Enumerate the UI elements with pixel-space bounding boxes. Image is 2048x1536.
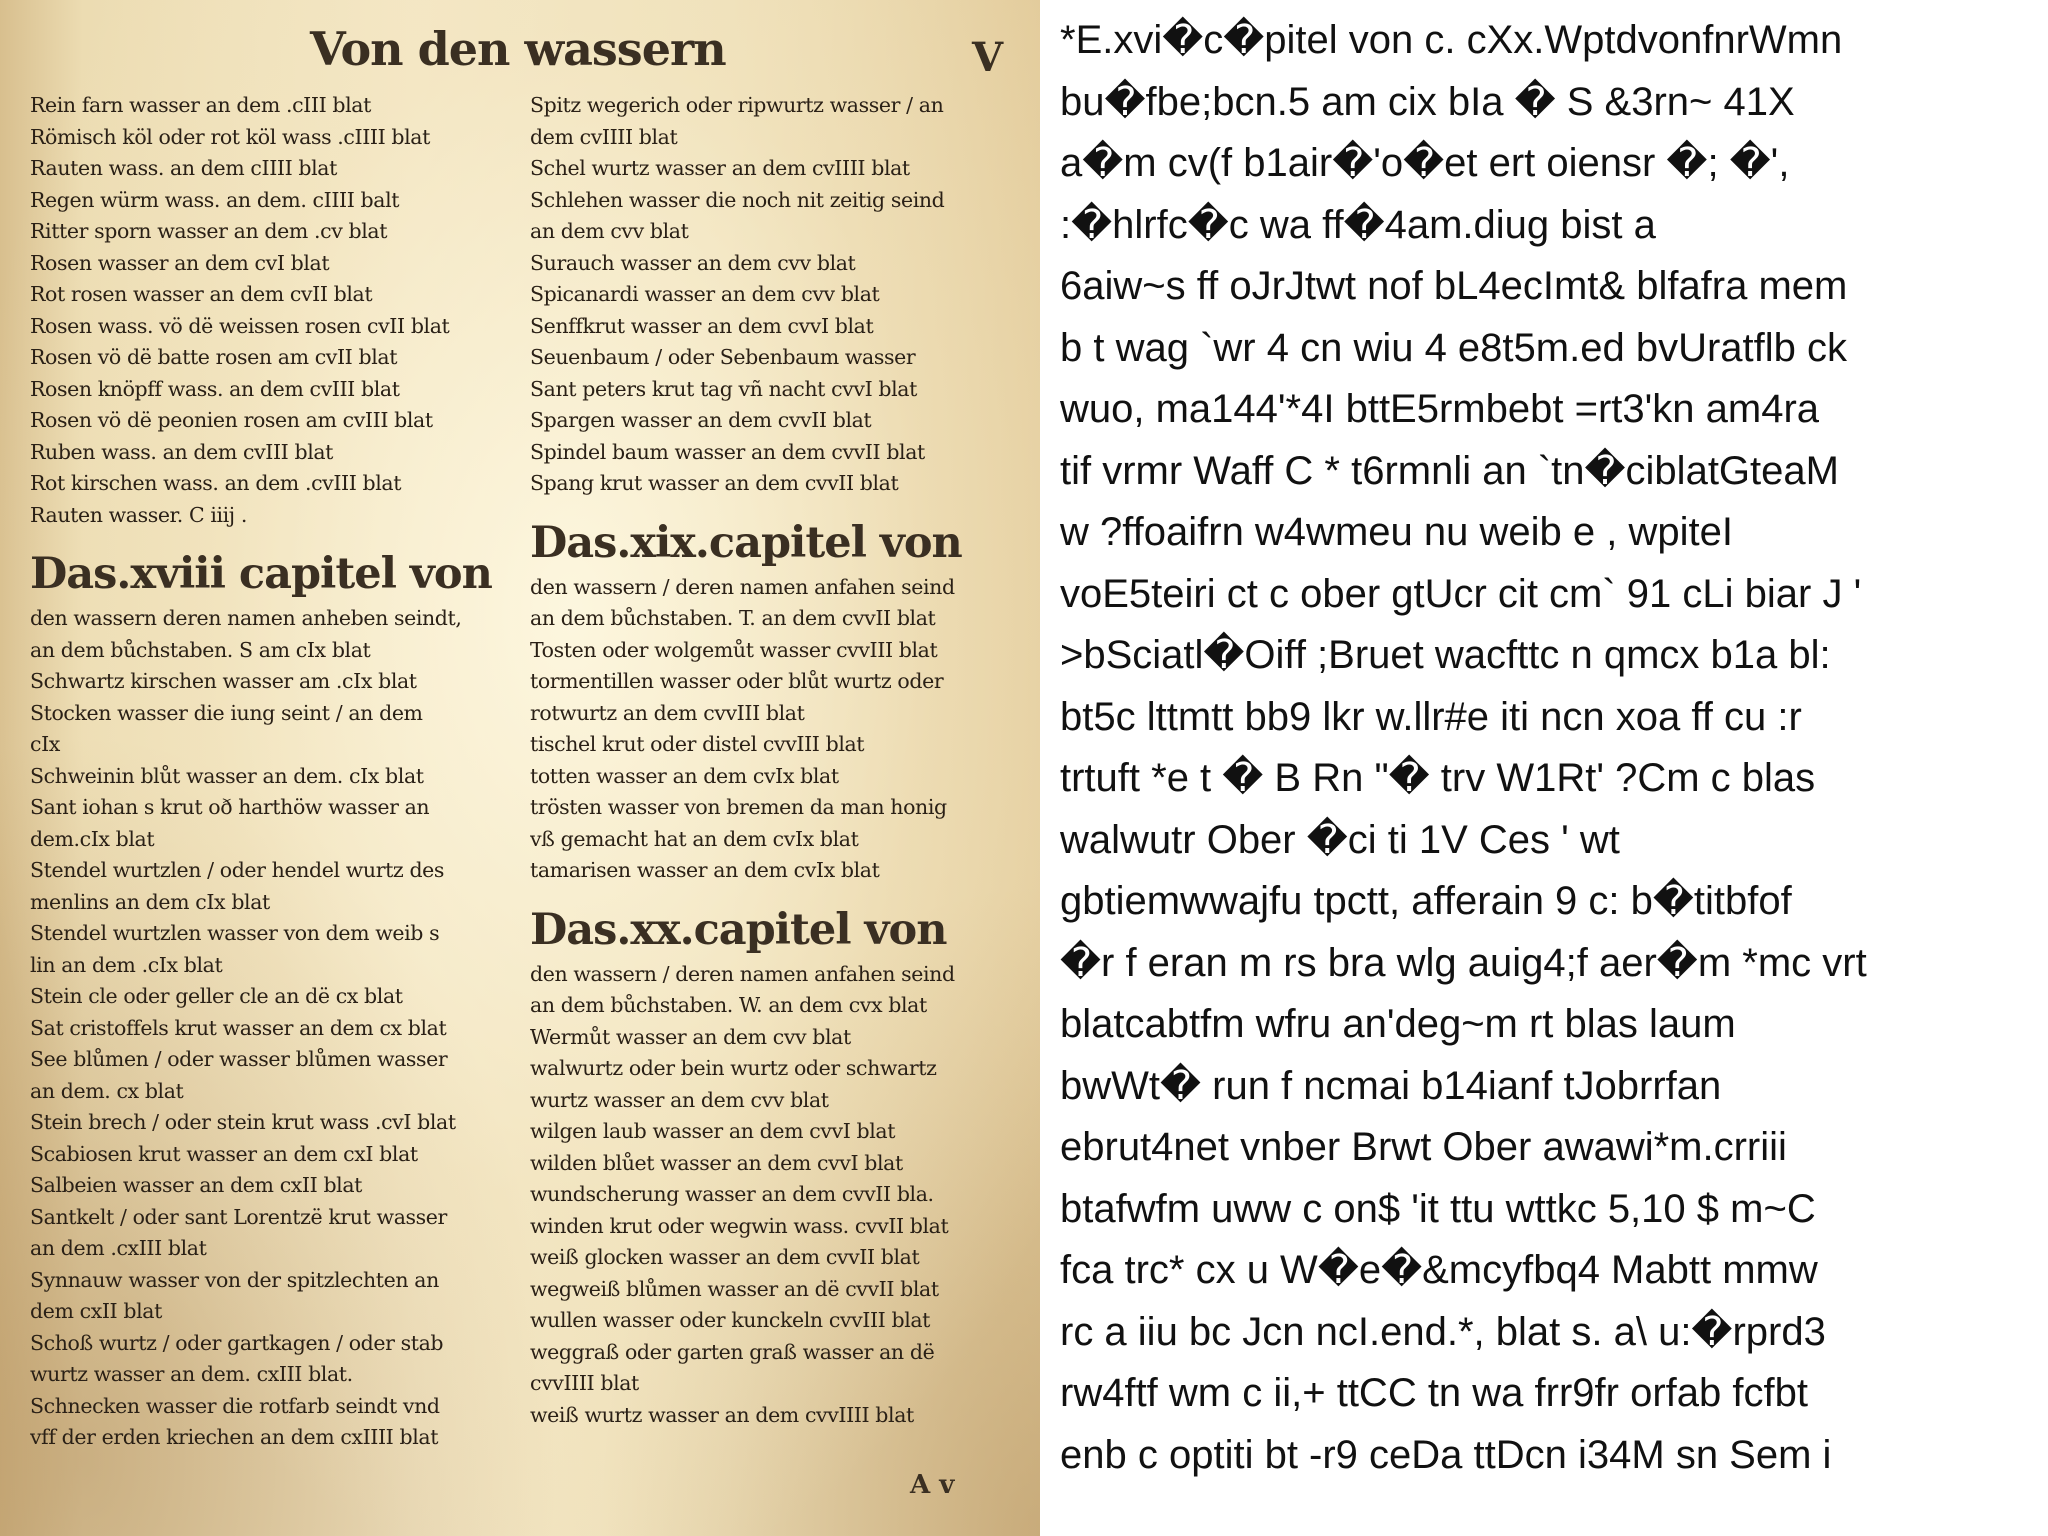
index-entry: Salbeien wasser an dem cxII blat xyxy=(30,1173,362,1197)
index-entry: Ruben wass. an dem cvIII blat xyxy=(30,439,334,464)
index-entry: Schoß wurtz / oder gartkagen / oder stab xyxy=(30,1330,444,1355)
index-entry: den wassern / deren namen anfahen seind xyxy=(530,961,955,986)
ocr-line: trtuft *e t � B Rn "� trv W1Rt' ?Cm c blas xyxy=(1060,756,1816,800)
ocr-line: b t wag `wr 4 cn wiu 4 e8t5m.ed bvUratflb ck xyxy=(1060,325,1847,370)
ocr-line: voE5teiri ct c ober gtUcr cit cm` 91 cLi biar J ' xyxy=(1060,571,1862,616)
index-entry: Santkelt / oder sant Lorentzë krut wasser xyxy=(30,1204,447,1229)
index-entry: wurtz wasser an dem. cxIII blat. xyxy=(30,1362,353,1386)
index-entry: Spicanardi wasser an dem cvv blat xyxy=(530,282,880,306)
ocr-line: bwWt� run f ncmai b14ianf tJobrrfan xyxy=(1060,1063,1722,1108)
chapter-18-heading: Das.xviii capitel von xyxy=(30,549,492,599)
index-entry: tamarisen wasser an dem cvIx blat xyxy=(530,858,880,882)
index-entry: Schel wurtz wasser an dem cvIIII blat xyxy=(530,156,910,180)
index-entry: Sant iohan s krut oð harthöw wasser an xyxy=(30,795,430,819)
index-entry: trösten wasser von bremen da man honig xyxy=(530,795,947,819)
ocr-line: wuo, ma144'*4I bttE5rmbebt =rt3'kn am4ra xyxy=(1060,387,1820,431)
ocr-line: blatcabtfm wfru an'deg~m rt blas laum xyxy=(1060,1002,1736,1046)
index-entry: an dem .cxIII blat xyxy=(30,1236,207,1260)
index-entry: Rauten wasser. C iiij . xyxy=(30,502,248,527)
signature-mark: A v xyxy=(910,1470,955,1500)
index-entry: See blůmen / oder wasser blůmen wasser xyxy=(30,1047,448,1071)
index-entry: Spitz wegerich oder ripwurtz wasser / an xyxy=(530,93,944,117)
ocr-line: :�hlrfc�c wa ff�4am.diug bist a xyxy=(1060,202,1656,247)
index-entry: winden krut oder wegwin wass. cvvII blat xyxy=(530,1213,949,1238)
chapter-18-entries xyxy=(30,603,510,1454)
index-entry: wilgen laub wasser an dem cvvI blat xyxy=(530,1119,896,1143)
ocr-line: *E.xvi�c�pitel von c. cXx.WptdvonfnrWmn xyxy=(1060,18,1843,62)
index-entry: wundscherung wasser an dem cvvII bla. xyxy=(530,1182,934,1206)
index-entry: dem cvIIII blat xyxy=(530,124,678,149)
index-entry: vff der erden kriechen an dem cxIIII blat xyxy=(30,1425,439,1449)
chapter-20-heading: Das.xx.capitel von xyxy=(530,904,947,955)
index-entry: Ritter sporn wasser an dem .cv blat xyxy=(30,219,388,243)
ocr-line: w ?ffoaifrn w4wmeu nu weib e , wpiteI xyxy=(1060,510,1733,554)
ocr-line: �r f eran m rs bra wlg auig4;f aer�m *mc vrt xyxy=(1060,940,1867,985)
ocr-text-panel xyxy=(1060,10,2048,1486)
index-entry: an dem bůchstaben. T. an dem cvvII blat xyxy=(530,606,936,630)
index-entry: wurtz wasser an dem cvv blat xyxy=(530,1087,829,1112)
ocr-line: bu�fbe;bcn.5 am cix bIa � S &3rn~ 41X xyxy=(1060,79,1795,124)
ocr-line: a�m cv(f b1air�'o�et ert oiensr �; �', xyxy=(1060,141,1790,185)
index-entry: Rosen knöpff wass. an dem cvIII blat xyxy=(30,376,400,401)
ocr-line: rw4ftf wm c ii,+ ttCC tn wa frr9fr orfab fcfbt xyxy=(1060,1371,1808,1415)
index-entry: Rauten wass. an dem cIIII blat xyxy=(30,156,337,180)
left-column-entries xyxy=(30,90,510,531)
index-entry: dem cxII blat xyxy=(30,1299,162,1323)
index-entry: Spargen wasser an dem cvvII blat xyxy=(530,408,872,432)
index-entry: weiß glocken wasser an dem cvvII blat xyxy=(530,1245,920,1269)
index-entry: wilden blůet wasser an dem cvvI blat xyxy=(530,1150,903,1175)
index-entry: Senffkrut wasser an dem cvvI blat xyxy=(530,313,874,338)
index-entry: Surauch wasser an dem cvv blat xyxy=(530,250,856,275)
index-entry: Synnauw wasser von der spitzlechten an xyxy=(30,1267,439,1292)
left-column xyxy=(30,90,510,1454)
page-header: Von den wassern xyxy=(310,22,726,76)
ocr-line: 6aiw~s ff oJrJtwt nof bL4ecImt& blfafra mem xyxy=(1060,264,1848,308)
index-entry: rotwurtz an dem cvvIII blat xyxy=(530,700,805,725)
index-entry: Rein farn wasser an dem .cIII blat xyxy=(30,93,371,117)
index-entry: den wassern deren namen anheben seindt, xyxy=(30,606,462,630)
index-entry: Stein brech / oder stein krut wass .cvI blat xyxy=(30,1110,456,1134)
index-entry: an dem bůchstaben. S am cIx blat xyxy=(30,637,371,662)
index-entry: Stendel wurtzlen / oder hendel wurtz des xyxy=(30,858,445,882)
ocr-line: fca trc* cx u W�e�&mcyfbq4 Mabtt mmw xyxy=(1060,1248,1818,1292)
ocr-line: btafwfm uww c on$ 'it ttu wttkc 5,10 $ m~C xyxy=(1060,1186,1816,1231)
index-entry: weggraß oder garten graß wasser an dë xyxy=(530,1339,935,1364)
index-entry: Rosen vö dë peonien rosen am cvIII blat xyxy=(30,408,433,432)
index-entry: Schnecken wasser die rotfarb seindt vnd xyxy=(30,1393,440,1418)
right-column-entries xyxy=(530,90,1000,500)
index-entry: Rot kirschen wass. an dem .cvIII blat xyxy=(30,471,402,495)
ocr-line: bt5c lttmtt bb9 lkr w.llr#e iti ncn xoa ff cu :r xyxy=(1060,694,1802,739)
index-entry: tormentillen wasser oder blůt wurtz oder xyxy=(530,669,944,693)
index-entry: Schwartz kirschen wasser am .cIx blat xyxy=(30,669,417,693)
index-entry: walwurtz oder bein wurtz oder schwartz xyxy=(530,1056,937,1080)
chapter-19-entries xyxy=(530,572,1000,887)
index-entry: Sant peters krut tag vñ nacht cvvI blat xyxy=(530,376,917,401)
index-entry: weiß wurtz wasser an dem cvvIIII blat xyxy=(530,1402,914,1427)
index-entry: wullen wasser oder kunckeln cvvIII blat xyxy=(530,1308,931,1332)
index-entry: lin an dem .cIx blat xyxy=(30,952,223,977)
chapter-19-heading: Das.xix.capitel von xyxy=(530,517,962,568)
index-entry: menlins an dem cIx blat xyxy=(30,889,270,914)
folio-number: V xyxy=(972,34,1004,81)
index-entry: Sat cristoffels krut wasser an dem cx blat xyxy=(30,1015,447,1040)
index-entry: cIx xyxy=(30,732,60,756)
index-entry: Spindel baum wasser an dem cvvII blat xyxy=(530,439,925,464)
ocr-line: gbtiemwwajfu tpctt, afferain 9 c: b�titbfof xyxy=(1060,879,1792,923)
index-entry: Stocken wasser die iung seint / an dem xyxy=(30,700,423,725)
index-entry: Rosen vö dë batte rosen am cvII blat xyxy=(30,345,398,369)
index-entry: Rot rosen wasser an dem cvII blat xyxy=(30,282,373,306)
right-column xyxy=(530,90,1000,1431)
ocr-line: walwutr Ober �ci ti 1V Ces ' wt xyxy=(1060,817,1620,862)
index-entry: totten wasser an dem cvIx blat xyxy=(530,763,839,788)
index-entry: den wassern / deren namen anfahen seind xyxy=(530,574,955,599)
index-entry: Rosen wasser an dem cvI blat xyxy=(30,250,330,275)
index-entry: Wermůt wasser an dem cvv blat xyxy=(530,1024,851,1049)
index-entry: Römisch köl oder rot köl wass .cIIII blat xyxy=(30,124,430,149)
index-entry: Spang krut wasser an dem cvvII blat xyxy=(530,471,899,495)
chapter-20-entries xyxy=(530,959,1000,1432)
index-entry: Stein cle oder geller cle an dë cx blat xyxy=(30,984,403,1008)
index-entry: Schlehen wasser die noch nit zeitig seind xyxy=(530,187,945,212)
ocr-line: tif vrmr Waff C * t6rmnli an `tn�ciblatGteaM xyxy=(1060,448,1839,493)
index-entry: cvvIIII blat xyxy=(530,1371,639,1395)
index-entry: tischel krut oder distel cvvIII blat xyxy=(530,732,865,756)
index-entry: an dem bůchstaben. W. an dem cvx blat xyxy=(530,993,927,1017)
index-entry: Schweinin blůt wasser an dem. cIx blat xyxy=(30,763,424,788)
index-entry: Scabiosen krut wasser an dem cxI blat xyxy=(30,1141,418,1166)
index-entry: an dem cvv blat xyxy=(530,219,689,243)
ocr-line: rc a iiu bc Jcn ncI.end.*, blat s. a\ u:�rprd3 xyxy=(1060,1309,1826,1354)
index-entry: Rosen wass. vö dë weissen rosen cvII blat xyxy=(30,313,450,338)
index-entry: Tosten oder wolgemůt wasser cvvIII blat xyxy=(530,637,938,662)
ocr-line: ebrut4net vnber Brwt Ober awawi*m.crriii xyxy=(1060,1125,1787,1169)
index-entry: wegweiß blůmen wasser an dë cvvII blat xyxy=(530,1276,939,1301)
ocr-line: >bSciatl�Oiff ;Bruet wacfttc n qmcx b1a bl: xyxy=(1060,633,1831,677)
index-entry: Seuenbaum / oder Sebenbaum wasser xyxy=(530,345,916,369)
index-entry: Regen würm wass. an dem. cIIII balt xyxy=(30,187,400,212)
index-entry: an dem. cx blat xyxy=(30,1078,184,1103)
index-entry: vß gemacht hat an dem cvIx blat xyxy=(530,826,859,851)
index-entry: Stendel wurtzlen wasser von dem weib s xyxy=(30,921,440,945)
ocr-line: enb c optiti bt -r9 ceDa ttDcn i34M sn Sem i xyxy=(1060,1432,1832,1477)
index-entry: dem.cIx blat xyxy=(30,826,155,851)
